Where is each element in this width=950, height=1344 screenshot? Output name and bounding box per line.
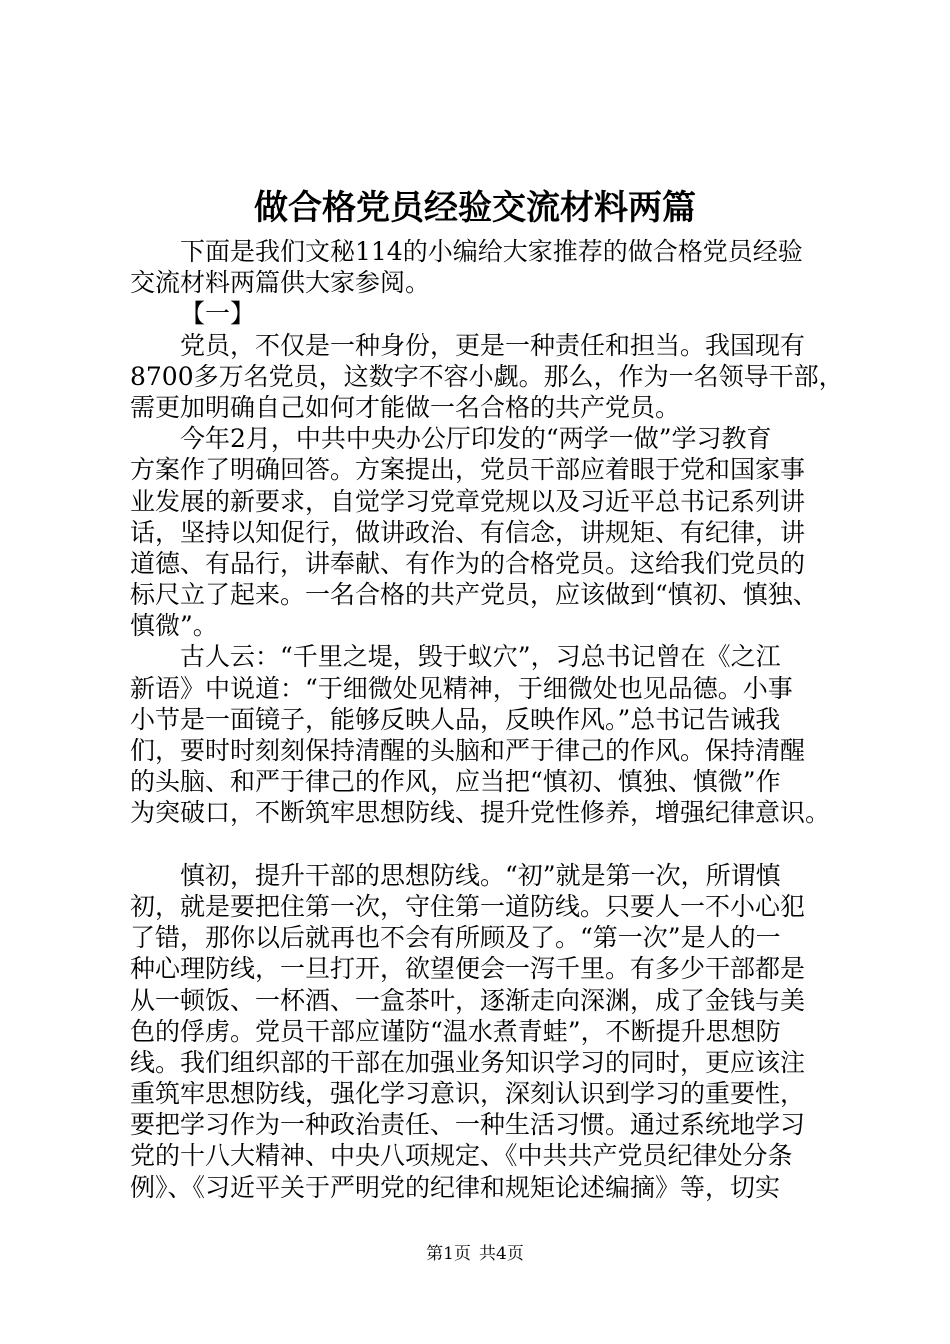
paragraph-line: 种心理防线，一旦打开，欲望便会一泻千里。有多少干部都是 xyxy=(130,954,806,984)
section-heading: 【一】 xyxy=(180,299,256,329)
paragraph-line: 从一顿饭、一杯酒、一盒茶叶，逐渐走向深渊，成了金钱与美 xyxy=(130,985,806,1015)
paragraph-line: 标尺立了起来。一名合格的共产党员，应该做到“慎初、慎独、 xyxy=(130,580,818,610)
blank-line xyxy=(130,829,830,860)
paragraph-line: 色的俘虏。党员干部应谨防“温水煮青蛙”，不断提升思想防 xyxy=(130,1016,781,1046)
paragraph-line: 古人云：“千里之堤，毁于蚁穴”，习总书记曾在《之江 xyxy=(180,642,781,672)
paragraph-line: 党员，不仅是一种身份，更是一种责任和担当。我国现有 xyxy=(180,330,806,360)
paragraph-line: 例》、《习近平关于严明党的纪律和规矩论述编摘》等，切实 xyxy=(130,1172,781,1202)
document-title: 做合格党员经验交流材料两篇 xyxy=(254,188,696,228)
paragraph-line: 慎微”。 xyxy=(130,611,218,641)
paragraph-line: 线。我们组织部的干部在加强业务知识学习的同时，更应该注 xyxy=(130,1047,806,1077)
paragraph-line: 慎初，提升干部的思想防线。“初”就是第一次，所谓慎 xyxy=(180,860,781,890)
paragraph-line: 业发展的新要求，自觉学习党章党规以及习近平总书记系列讲 xyxy=(130,486,806,516)
paragraph-line: 道德、有品行，讲奉献、有作为的合格党员。这给我们党员的 xyxy=(130,548,806,578)
paragraph-line: 下面是我们文秘114的小编给大家推荐的做合格党员经验 xyxy=(180,237,803,266)
paragraph-line: 新语》中说道：“于细微处见精神，于细微处也见品德。小事 xyxy=(130,673,793,703)
paragraph-line: 初，就是要把住第一次，守住第一道防线。只要人一不小心犯 xyxy=(130,891,806,921)
paragraph-line: 了错，那你以后就再也不会有所顾及了。“第一次”是人的一 xyxy=(130,923,781,953)
document-body xyxy=(130,236,844,1203)
paragraph-line: 需更加明确自己如何才能做一名合格的共产党员。 xyxy=(130,392,681,422)
paragraph-line: 方案作了明确回答。方案提出，党员干部应着眼于党和国家事 xyxy=(130,455,806,485)
paragraph-line: 话，坚持以知促行，做讲政治、有信念，讲规矩、有纪律，讲 xyxy=(130,517,806,547)
paragraph-line: 党的十八大精神、中央八项规定、《中共共产党员纪律处分条 xyxy=(130,1141,793,1171)
page-total: 共4页 xyxy=(479,1244,524,1264)
paragraph-line: 8700多万名党员，这数字不容小觑。那么，作为一名领导干部， xyxy=(130,361,844,391)
paragraph-line: 重筑牢思想防线，强化学习意识，深刻认识到学习的重要性， xyxy=(130,1079,806,1109)
paragraph-line: 的头脑、和严于律己的作风，应当把“慎初、慎独、慎微”作 xyxy=(130,767,781,797)
paragraph-line: 今年2月，中共中央办公厅印发的“两学一做”学习教育 xyxy=(180,424,772,454)
paragraph-line: 交流材料两篇供大家参阅。 xyxy=(130,268,431,298)
page-footer xyxy=(0,1243,950,1265)
page-number: 第1页 xyxy=(426,1244,471,1264)
paragraph-line: 们，要时时刻刻保持清醒的头脑和严于律己的作风。保持清醒 xyxy=(130,736,806,765)
paragraph-line: 为突破口，不断筑牢思想防线、提升党性修养，增强纪律意识。 xyxy=(130,798,831,828)
paragraph-line: 要把学习作为一种政治责任、一种生活习惯。通过系统地学习 xyxy=(130,1110,806,1140)
paragraph-line: 小节是一面镜子，能够反映人品，反映作风。”总书记告诫我 xyxy=(130,704,781,734)
